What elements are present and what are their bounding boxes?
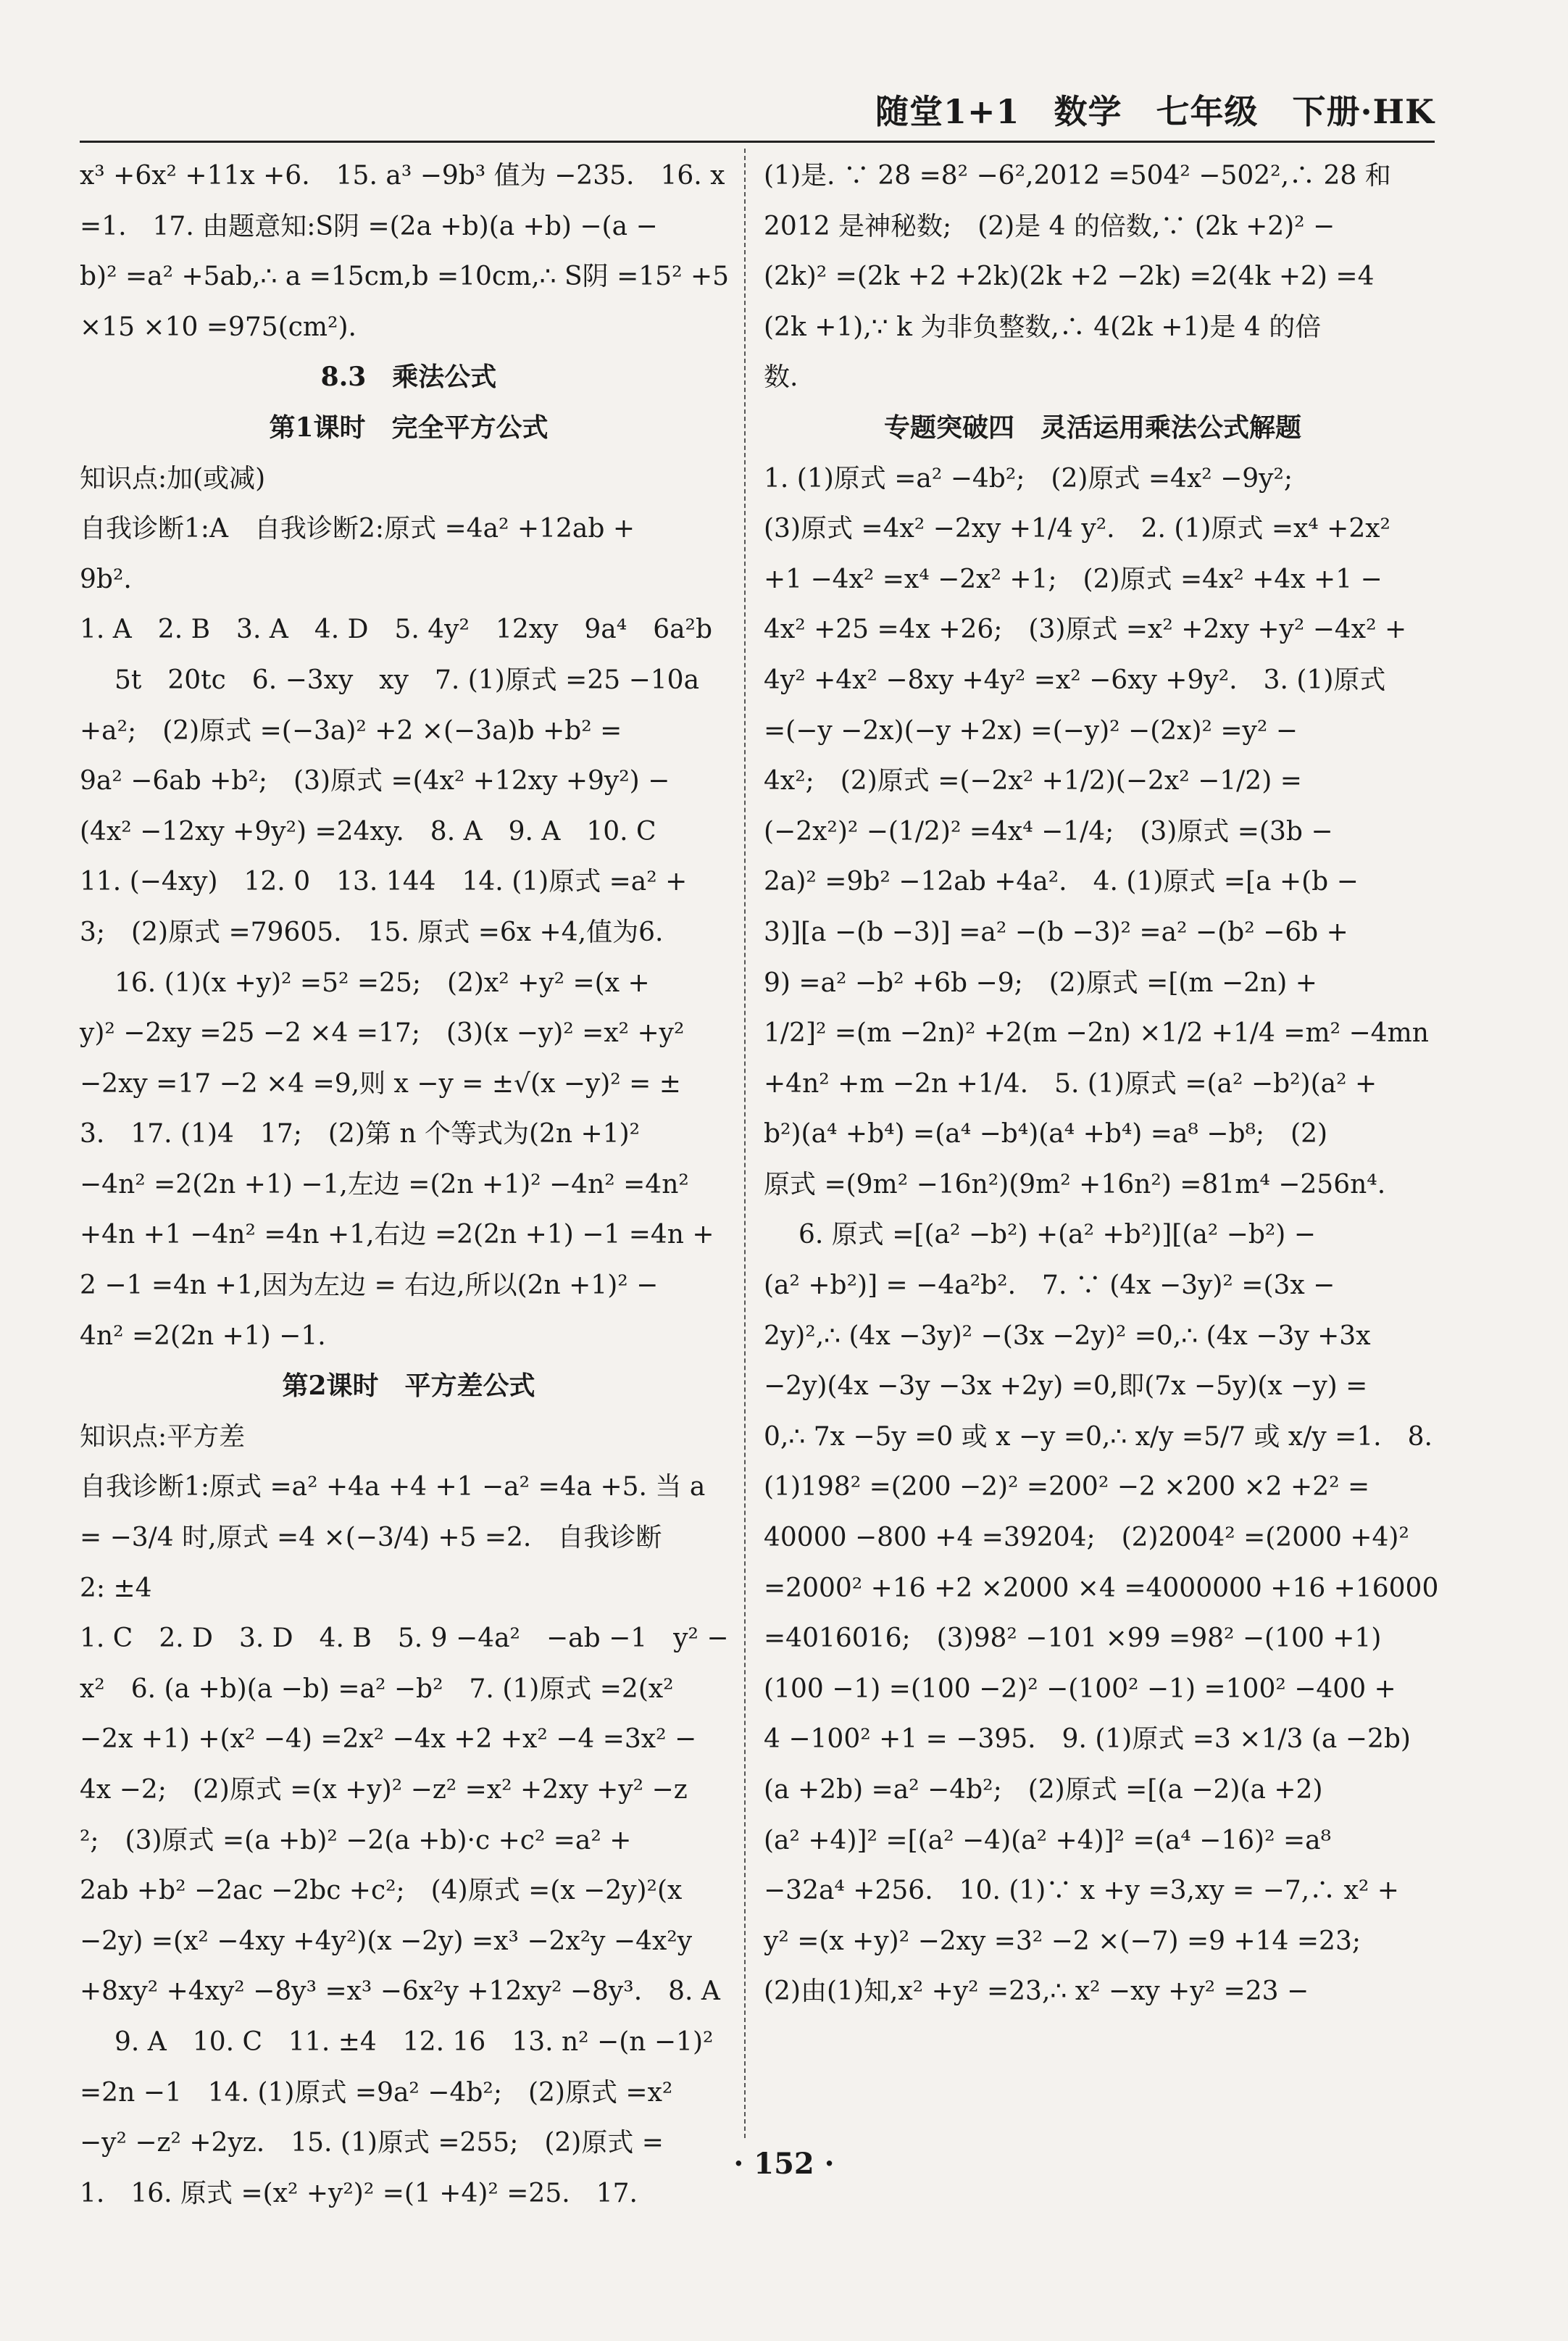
answer-line: 2012 是神秘数; (2)是 4 的倍数,∵ (2k +2)² − (764, 211, 1335, 241)
answer-line: −2x +1) +(x² −4) =2x² −4x +2 +x² −4 =3x² − (80, 1724, 697, 1755)
section-heading: 专题突破四 灵活运用乘法公式解题 (883, 412, 1301, 443)
answer-line: 4x −2; (2)原式 =(x +y)² −z² =x² +2xy +y² −z (80, 1775, 688, 1805)
answer-line: 2y)²,∴ (4x −3y)² −(3x −2y)² =0,∴ (4x −3y +3x (764, 1321, 1371, 1351)
answer-line: (2k +1),∵ k 为非负整数,∴ 4(2k +1)是 4 的倍 (764, 312, 1322, 342)
answer-line: =1. 17. 由题意知:S阴 =(2a +b)(a +b) −(a − (80, 211, 658, 241)
answer-line: (2k)² =(2k +2 +2k)(2k +2 −2k) =2(4k +2) =4 (764, 262, 1375, 292)
answer-line: =2n −1 14. (1)原式 =9a² −4b²; (2)原式 =x² (80, 2077, 673, 2108)
answer-line: 知识点:加(或减) (80, 463, 266, 494)
answer-line: (100 −1) =(100 −2)² −(100² −1) =100² −400 + (764, 1673, 1396, 1704)
answer-line: 9a² −6ab +b²; (3)原式 =(4x² +12xy +9y²) − (80, 766, 670, 797)
answer-line: 9. A 10. C 11. ±4 12. 16 13. n² −(n −1)² (114, 2026, 714, 2057)
answer-line: 1. (1)原式 =a² −4b²; (2)原式 =4x² −9y²; (764, 463, 1293, 494)
answer-line: 1. C 2. D 3. D 4. B 5. 9 −4a² −ab −1 y² − (80, 1623, 729, 1654)
answer-line: x³ +6x² +11x +6. 15. a³ −9b³ 值为 −235. 16. x (80, 161, 725, 191)
answer-line: y² =(x +y)² −2xy =3² −2 ×(−7) =9 +14 =23; (764, 1926, 1361, 1956)
answer-line: +4n² +m −2n +1/4. 5. (1)原式 =(a² −b²)(a² + (764, 1068, 1377, 1099)
answer-line: 4n² =2(2n +1) −1. (80, 1321, 326, 1351)
left-column (80, 151, 738, 2208)
answer-line: b²)(a⁴ +b⁴) =(a⁴ −b⁴)(a⁴ +b⁴) =a⁸ −b⁸; (2) (764, 1119, 1328, 1149)
answer-line: 3; (2)原式 =79605. 15. 原式 =6x +4,值为6. (80, 917, 664, 947)
answer-line: (−2x²)² −(1/2)² =4x⁴ −1/4; (3)原式 =(3b − (764, 816, 1333, 847)
answer-line: = −3/4 时,原式 =4 ×(−3/4) +5 =2. 自我诊断 (80, 1523, 662, 1553)
answer-line: 16. (1)(x +y)² =5² =25; (2)x² +y² =(x + (114, 968, 650, 998)
answer-line: 1. 16. 原式 =(x² +y²)² =(1 +4)² =25. 17. (80, 2178, 638, 2208)
answer-line: x² 6. (a +b)(a −b) =a² −b² 7. (1)原式 =2(x² (80, 1673, 674, 1704)
column-divider (744, 149, 746, 2138)
answer-line: 9) =a² −b² +6b −9; (2)原式 =[(m −2n) + (764, 968, 1317, 998)
answer-line: (a² +b²)] = −4a²b². 7. ∵ (4x −3y)² =(3x − (764, 1271, 1335, 1301)
answer-line: 1. A 2. B 3. A 4. D 5. 4y² 12xy 9a⁴ 6a²b (80, 615, 713, 645)
answer-line: 4 −100² +1 = −395. 9. (1)原式 =3 ×1/3 (a −2b) (764, 1724, 1411, 1755)
answer-line: (1)198² =(200 −2)² =200² −2 ×200 ×2 +2² = (764, 1472, 1370, 1502)
page-number: · 152 · (733, 2147, 835, 2181)
section-heading: 第1课时 完全平方公式 (269, 412, 549, 443)
answer-line: 11. (−4xy) 12. 0 13. 144 14. (1)原式 =a² + (80, 867, 688, 897)
answer-line: =2000² +16 +2 ×2000 ×4 =4000000 +16 +16000 (764, 1573, 1439, 1603)
page-header: 随堂1+1 数学 七年级 下册·HK (875, 92, 1435, 131)
answer-line: (2)由(1)知,x² +y² =23,∴ x² −xy +y² =23 − (764, 1976, 1309, 2007)
answer-line: 40000 −800 +4 =39204; (2)2004² =(2000 +4)² (764, 1523, 1409, 1553)
right-column (764, 151, 1439, 2122)
answer-line: −4n² =2(2n +1) −1,左边 =(2n +1)² −4n² =4n² (80, 1169, 689, 1199)
answer-line: (3)原式 =4x² −2xy +1/4 y². 2. (1)原式 =x⁴ +2x² (764, 514, 1390, 544)
header-rule (80, 141, 1435, 143)
answer-line: b)² =a² +5ab,∴ a =15cm,b =10cm,∴ S阴 =15² +5 (80, 262, 730, 292)
answer-line: (4x² −12xy +9y²) =24xy. 8. A 9. A 10. C (80, 816, 656, 847)
answer-line: −32a⁴ +256. 10. (1)∵ x +y =3,xy = −7,∴ x² + (764, 1876, 1399, 1906)
answer-line: ²; (3)原式 =(a +b)² −2(a +b)·c +c² =a² + (80, 1825, 632, 1855)
answer-line: =4016016; (3)98² −101 ×99 =98² −(100 +1) (764, 1623, 1382, 1654)
answer-line: 6. 原式 =[(a² −b²) +(a² +b²)][(a² −b²) − (798, 1220, 1316, 1250)
answer-line: 2 −1 =4n +1,因为左边 = 右边,所以(2n +1)² − (80, 1271, 659, 1301)
answer-line: 4x² +25 =4x +26; (3)原式 =x² +2xy +y² −4x² + (764, 615, 1407, 645)
answer-line: 数. (764, 362, 798, 393)
answer-line: 自我诊断1:原式 =a² +4a +4 +1 −a² =4a +5. 当 a (80, 1472, 706, 1502)
answer-line: 3. 17. (1)4 17; (2)第 n 个等式为(2n +1)² (80, 1119, 641, 1149)
answer-line: 2ab +b² −2ac −2bc +c²; (4)原式 =(x −2y)²(x (80, 1876, 683, 1906)
answer-line: (1)是. ∵ 28 =8² −6²,2012 =504² −502²,∴ 28 和 (764, 161, 1391, 191)
answer-line: =(−y −2x)(−y +2x) =(−y)² −(2x)² =y² − (764, 715, 1298, 746)
answer-line: 原式 =(9m² −16n²)(9m² +16n²) =81m⁴ −256n⁴. (764, 1169, 1386, 1199)
answer-line: 1/2]² =(m −2n)² +2(m −2n) ×1/2 +1/4 =m² −4mn (764, 1018, 1429, 1049)
answer-line: 自我诊断1:A 自我诊断2:原式 =4a² +12ab + (80, 514, 635, 544)
answer-line: 5t 20tc 6. −3xy xy 7. (1)原式 =25 −10a (114, 665, 700, 695)
answer-line: ×15 ×10 =975(cm²). (80, 312, 356, 342)
answer-line: (a +2b) =a² −4b²; (2)原式 =[(a −2)(a +2) (764, 1775, 1323, 1805)
answer-line: 知识点:平方差 (80, 1421, 246, 1452)
section-heading: 8.3 乘法公式 (320, 362, 497, 393)
answer-line: −y² −z² +2yz. 15. (1)原式 =255; (2)原式 = (80, 2128, 664, 2158)
answer-line: 2: ±4 (80, 1573, 152, 1603)
answer-line: +8xy² +4xy² −8y³ =x³ −6x²y +12xy² −8y³. 8. A (80, 1976, 720, 2007)
answer-line: 3)][a −(b −3)] =a² −(b −3)² =a² −(b² −6b + (764, 917, 1348, 947)
answer-line: 2a)² =9b² −12ab +4a². 4. (1)原式 =[a +(b − (764, 867, 1359, 897)
answer-line: −2xy =17 −2 ×4 =9,则 x −y = ±√(x −y)² = ± (80, 1068, 681, 1099)
answer-line: +a²; (2)原式 =(−3a)² +2 ×(−3a)b +b² = (80, 715, 622, 746)
answer-line: −2y) =(x² −4xy +4y²)(x −2y) =x³ −2x²y −4x²y (80, 1926, 693, 1956)
answer-line: 4y² +4x² −8xy +4y² =x² −6xy +9y². 3. (1)原式 (764, 665, 1386, 695)
answer-line: −2y)(4x −3y −3x +2y) =0,即(7x −5y)(x −y) = (764, 1371, 1368, 1402)
answer-line: +4n +1 −4n² =4n +1,右边 =2(2n +1) −1 =4n + (80, 1220, 714, 1250)
answer-line: y)² −2xy =25 −2 ×4 =17; (3)(x −y)² =x² +y² (80, 1018, 685, 1049)
answer-line: (a² +4)]² =[(a² −4)(a² +4)]² =(a⁴ −16)² =a⁸ (764, 1825, 1332, 1855)
answer-line: 0,∴ 7x −5y =0 或 x −y =0,∴ x/y =5/7 或 x/y =1. 8. (764, 1421, 1433, 1452)
section-heading: 第2课时 平方差公式 (282, 1371, 535, 1402)
answer-line: +1 −4x² =x⁴ −2x² +1; (2)原式 =4x² +4x +1 − (764, 564, 1383, 594)
answer-line: 4x²; (2)原式 =(−2x² +1/2)(−2x² −1/2) = (764, 766, 1302, 797)
answer-line: 9b². (80, 564, 132, 594)
